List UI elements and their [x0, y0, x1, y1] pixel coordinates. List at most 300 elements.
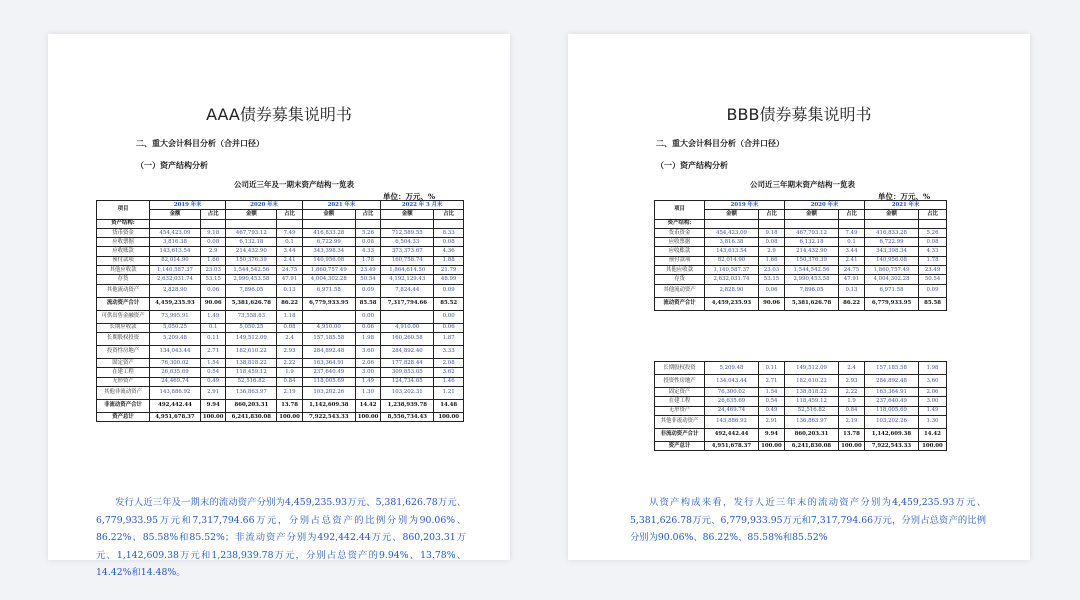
- amount-cell: 1,544,542.56: [226, 266, 277, 275]
- ratio-cell: 0.06: [759, 284, 785, 297]
- ratio-cell: 2.22: [839, 388, 865, 397]
- amount-cell: [381, 219, 434, 228]
- ratio-header: 占比: [839, 210, 865, 219]
- item-header: 项目: [97, 201, 150, 220]
- row-label: 其他流动资产: [655, 284, 705, 297]
- ratio-cell: 1.98: [355, 332, 380, 345]
- amount-cell: 860,203.31: [226, 399, 277, 412]
- row-label: 非流动资产合计: [655, 428, 705, 441]
- amount-cell: 5,209.48: [150, 332, 201, 345]
- amount-cell: 177,828.44: [381, 358, 434, 367]
- amount-cell: 2,828.90: [705, 284, 759, 297]
- ratio-cell: 85.58: [919, 297, 947, 310]
- row-label: 长期股权投资: [655, 362, 705, 375]
- ratio-cell: 0.08: [200, 238, 225, 247]
- ratio-cell: [277, 219, 302, 228]
- amount-cell: 143,613.54: [705, 247, 759, 256]
- ratio-cell: 3.60: [355, 345, 380, 358]
- ratio-cell: 0.09: [355, 284, 380, 297]
- amount-cell: 2,828.90: [150, 284, 201, 297]
- ratio-cell: 2.19: [277, 386, 302, 399]
- ratio-cell: 0.1: [200, 323, 225, 332]
- amount-cell: 8,556,734.43: [381, 412, 434, 421]
- ratio-cell: 0.00: [355, 310, 380, 323]
- ratio-cell: 1.30: [355, 386, 380, 399]
- ratio-cell: 3.33: [434, 345, 464, 358]
- ratio-cell: 0.06: [200, 284, 225, 297]
- amount-cell: 1,860,757.49: [865, 266, 919, 275]
- amount-cell: 82,014.90: [150, 256, 201, 265]
- table-row: [97, 358, 464, 367]
- ratio-cell: 90.06: [200, 297, 225, 310]
- ratio-cell: [200, 219, 225, 228]
- ratio-cell: 0.1: [277, 238, 302, 247]
- row-label: 流动资产合计: [655, 297, 705, 310]
- ratio-cell: 9.18: [200, 228, 225, 237]
- table-row: [655, 406, 947, 415]
- document-page-aaa: [48, 34, 510, 578]
- amount-cell: 5,050.25: [150, 323, 201, 332]
- ratio-cell: 1.21: [434, 386, 464, 399]
- amount-cell: 7,896.05: [785, 284, 839, 297]
- amount-cell: 1,544,542.56: [785, 266, 839, 275]
- row-label: 存货: [97, 275, 150, 284]
- row-label: 在建工程: [655, 397, 705, 406]
- row-label: 应收票据: [97, 238, 150, 247]
- ratio-cell: 3.60: [919, 375, 947, 388]
- ratio-cell: 0.09: [434, 284, 464, 297]
- row-label: 资产总计: [655, 441, 705, 450]
- amount-cell: 4,004,302.28: [865, 275, 919, 284]
- amount-cell: 182,610.22: [226, 345, 277, 358]
- ratio-cell: 4.33: [355, 247, 380, 256]
- document-title: AAA债券募集说明书: [206, 105, 352, 124]
- ratio-cell: 14.42: [355, 399, 380, 412]
- ratio-cell: 2.41: [839, 256, 865, 265]
- amount-cell: 163,364.91: [865, 388, 919, 397]
- amount-cell: [785, 219, 839, 228]
- amount-cell: 6,779,933.95: [865, 297, 919, 310]
- period-header: 2020 年末: [785, 201, 865, 210]
- amount-cell: 118,459.12: [785, 397, 839, 406]
- amount-cell: 5,209.48: [705, 362, 759, 375]
- amount-cell: 237,640.49: [302, 368, 355, 377]
- amount-cell: [226, 219, 277, 228]
- ratio-cell: 100.00: [839, 441, 865, 450]
- amount-cell: 4,459,235.93: [150, 297, 201, 310]
- unit-label: 单位：万元、%: [383, 192, 436, 201]
- table-row: [655, 441, 947, 450]
- section-heading: 二、重大会计科目分析（合并口径）: [656, 138, 784, 148]
- ratio-cell: 9.94: [200, 399, 225, 412]
- ratio-cell: 13.78: [277, 399, 302, 412]
- ratio-cell: 0.84: [277, 377, 302, 386]
- ratio-cell: 3.62: [434, 368, 464, 377]
- ratio-cell: 1.87: [434, 332, 464, 345]
- amount-cell: 4,910.00: [302, 323, 355, 332]
- amount-cell: 2,632,031.74: [705, 275, 759, 284]
- ratio-cell: 23.03: [759, 266, 785, 275]
- ratio-cell: 1.88: [434, 256, 464, 265]
- ratio-header: 占比: [919, 210, 947, 219]
- amount-cell: [705, 219, 759, 228]
- amount-cell: 103,202.26: [302, 386, 355, 399]
- row-label: 货币资金: [97, 228, 150, 237]
- ratio-cell: 86.22: [839, 297, 865, 310]
- period-header: 2019 年末: [705, 201, 785, 210]
- ratio-cell: 100.00: [277, 412, 302, 421]
- row-label: 存货: [655, 275, 705, 284]
- period-header: 2019 年末: [150, 201, 226, 210]
- ratio-cell: 7.49: [277, 228, 302, 237]
- table-row: [97, 332, 464, 345]
- amount-header: 金额: [150, 210, 201, 219]
- document-title: BBB债券募集说明书: [726, 105, 872, 124]
- ratio-cell: 0.09: [919, 284, 947, 297]
- item-header: 项目: [655, 201, 705, 220]
- ratio-cell: 1.66: [200, 256, 225, 265]
- amount-cell: [865, 219, 919, 228]
- amount-cell: 140,956.08: [865, 256, 919, 265]
- ratio-cell: 1.49: [200, 310, 225, 323]
- amount-cell: 492,442.44: [705, 428, 759, 441]
- row-label: 流动资产合计: [97, 297, 150, 310]
- amount-cell: 7,922,543.33: [302, 412, 355, 421]
- amount-cell: 1,142,609.38: [865, 428, 919, 441]
- row-label: 固定资产: [655, 388, 705, 397]
- amount-cell: 118,005.69: [865, 406, 919, 415]
- amount-cell: 6,504.33: [381, 238, 434, 247]
- ratio-cell: 0.54: [759, 397, 785, 406]
- amount-cell: 7,922,543.33: [865, 441, 919, 450]
- amount-cell: 118,459.12: [226, 368, 277, 377]
- amount-header: 金额: [381, 210, 434, 219]
- ratio-cell: 1.54: [759, 388, 785, 397]
- ratio-cell: 86.22: [277, 297, 302, 310]
- ratio-cell: 24.75: [839, 266, 865, 275]
- amount-cell: 6,722.99: [302, 238, 355, 247]
- ratio-cell: 2.9: [200, 247, 225, 256]
- amount-cell: 6,971.58: [865, 284, 919, 297]
- ratio-cell: 3.00: [355, 368, 380, 377]
- amount-cell: 140,956.08: [302, 256, 355, 265]
- amount-cell: 6,722.99: [865, 238, 919, 247]
- amount-cell: 284,892.48: [865, 375, 919, 388]
- table-row: [97, 386, 464, 399]
- amount-cell: 4,951,678.37: [705, 441, 759, 450]
- ratio-cell: 0.49: [200, 377, 225, 386]
- amount-cell: 4,951,678.37: [150, 412, 201, 421]
- ratio-cell: 0.08: [434, 238, 464, 247]
- amount-cell: 150,376.39: [785, 256, 839, 265]
- ratio-cell: 100.00: [434, 412, 464, 421]
- amount-cell: 136,863.97: [226, 386, 277, 399]
- ratio-cell: 2.91: [759, 415, 785, 428]
- amount-cell: 214,432.90: [226, 247, 277, 256]
- row-label: 非流动资产合计: [97, 399, 150, 412]
- ratio-cell: 2.71: [200, 345, 225, 358]
- table-row: [97, 238, 464, 247]
- amount-cell: 182,610.22: [785, 375, 839, 388]
- ratio-cell: 48.99: [434, 275, 464, 284]
- ratio-cell: 85.58: [355, 297, 380, 310]
- ratio-cell: 13.78: [839, 428, 865, 441]
- table-row: [97, 310, 464, 323]
- ratio-cell: 3.44: [839, 247, 865, 256]
- table-row: [97, 399, 464, 412]
- ratio-cell: 0.13: [839, 284, 865, 297]
- amount-header: 金额: [302, 210, 355, 219]
- ratio-cell: 2.22: [277, 358, 302, 367]
- row-label: 无形资产: [97, 377, 150, 386]
- table-row: [655, 375, 947, 388]
- amount-cell: 343,398.34: [865, 247, 919, 256]
- amount-cell: 73,995.91: [150, 310, 201, 323]
- amount-cell: 309,853.05: [381, 368, 434, 377]
- ratio-cell: [355, 219, 380, 228]
- amount-cell: 5,381,626.78: [226, 297, 277, 310]
- row-label: 其他流动资产: [97, 284, 150, 297]
- table-row: [97, 256, 464, 265]
- row-label: 应收票据: [655, 238, 705, 247]
- row-label: 应收账款: [97, 247, 150, 256]
- amount-cell: 6,132.18: [226, 238, 277, 247]
- amount-cell: 4,192,129.43: [381, 275, 434, 284]
- amount-cell: 6,132.18: [785, 238, 839, 247]
- ratio-cell: 1.9: [277, 368, 302, 377]
- amount-cell: 284,892.40: [381, 345, 434, 358]
- amount-cell: 52,516.82: [785, 406, 839, 415]
- table-row: [655, 428, 947, 441]
- ratio-cell: 1.98: [919, 362, 947, 375]
- ratio-cell: 4.36: [434, 247, 464, 256]
- amount-cell: 2,632,031.74: [150, 275, 201, 284]
- ratio-cell: 2.19: [839, 415, 865, 428]
- ratio-header: 占比: [759, 210, 785, 219]
- ratio-cell: 100.00: [919, 441, 947, 450]
- ratio-cell: 24.75: [277, 266, 302, 275]
- amount-cell: 73,558.83: [226, 310, 277, 323]
- amount-cell: 149,512.09: [785, 362, 839, 375]
- asset-structure-table: [96, 200, 464, 422]
- amount-header: 金额: [226, 210, 277, 219]
- row-label: 其他应收款: [655, 266, 705, 275]
- amount-cell: 454,423.09: [150, 228, 201, 237]
- row-label: 无形资产: [655, 406, 705, 415]
- ratio-cell: 2.91: [200, 386, 225, 399]
- table-row: [97, 345, 464, 358]
- amount-cell: 1,142,609.38: [302, 399, 355, 412]
- row-label: 货币资金: [655, 228, 705, 237]
- period-header: 2022 年 3 月末: [381, 201, 464, 210]
- amount-cell: 136,863.97: [785, 415, 839, 428]
- amount-header: 金额: [785, 210, 839, 219]
- table-row: [97, 228, 464, 237]
- ratio-cell: 0.1: [839, 238, 865, 247]
- ratio-cell: 1.18: [277, 310, 302, 323]
- amount-cell: 467,793.12: [226, 228, 277, 237]
- amount-cell: 416,833.28: [865, 228, 919, 237]
- ratio-cell: 21.79: [434, 266, 464, 275]
- amount-cell: 4,459,235.93: [705, 297, 759, 310]
- ratio-cell: 1.30: [919, 415, 947, 428]
- ratio-cell: 1.78: [919, 256, 947, 265]
- ratio-cell: 0.06: [434, 323, 464, 332]
- amount-cell: 454,423.09: [705, 228, 759, 237]
- row-label: 其他应收款: [97, 266, 150, 275]
- ratio-cell: [839, 219, 865, 228]
- ratio-cell: 1.66: [759, 256, 785, 265]
- unit-label: 单位：万元、%: [878, 192, 931, 201]
- amount-cell: 7,896.05: [226, 284, 277, 297]
- row-label: 投资性房地产: [655, 375, 705, 388]
- amount-cell: 150,376.39: [226, 256, 277, 265]
- amount-cell: 163,364.91: [302, 358, 355, 367]
- row-label: 长期股权投资: [97, 332, 150, 345]
- table-row: [655, 266, 947, 275]
- section-heading: 二、重大会计科目分析（合并口径）: [136, 138, 264, 148]
- row-label: 长期应收款: [97, 323, 150, 332]
- ratio-cell: 2.4: [839, 362, 865, 375]
- amount-cell: 6,241,830.08: [226, 412, 277, 421]
- table-row: [97, 297, 464, 310]
- amount-cell: 1,864,614.50: [381, 266, 434, 275]
- table-row: [655, 415, 947, 428]
- amount-cell: 237,640.49: [865, 397, 919, 406]
- ratio-cell: 2.06: [355, 358, 380, 367]
- amount-cell: 2,990,453.58: [226, 275, 277, 284]
- amount-cell: 138,818.22: [226, 358, 277, 367]
- amount-cell: 7,824.44: [381, 284, 434, 297]
- subsection-heading: （一）资产结构分析: [136, 160, 208, 170]
- table-caption: 公司近三年及一期末资产结构一览表: [234, 180, 354, 189]
- ratio-cell: 53.15: [200, 275, 225, 284]
- ratio-cell: 14.48: [434, 399, 464, 412]
- ratio-cell: 2.93: [277, 345, 302, 358]
- ratio-cell: 1.54: [200, 358, 225, 367]
- amount-cell: 5,381,626.78: [785, 297, 839, 310]
- ratio-header: 占比: [355, 210, 380, 219]
- document-page-bbb: [568, 34, 1030, 560]
- amount-cell: 134,043.44: [705, 375, 759, 388]
- ratio-cell: 2.93: [839, 375, 865, 388]
- amount-cell: 160,758.74: [381, 256, 434, 265]
- amount-cell: 373,373.67: [381, 247, 434, 256]
- amount-cell: 157,185.58: [865, 362, 919, 375]
- amount-cell: 1,140,587.37: [705, 266, 759, 275]
- amount-cell: 284,892.48: [302, 345, 355, 358]
- ratio-cell: 0.13: [277, 284, 302, 297]
- ratio-cell: 4.33: [919, 247, 947, 256]
- amount-header: 金额: [865, 210, 919, 219]
- amount-cell: 3,816.38: [150, 238, 201, 247]
- ratio-cell: 50.54: [919, 275, 947, 284]
- row-label: 资产总计: [97, 412, 150, 421]
- amount-cell: 24,469.74: [705, 406, 759, 415]
- row-label: 在建工程: [97, 368, 150, 377]
- row-label: 固定资产: [97, 358, 150, 367]
- ratio-cell: 1.49: [919, 406, 947, 415]
- row-label: 资产结构:: [655, 219, 705, 228]
- period-header: 2020 年末: [226, 201, 302, 210]
- ratio-cell: 14.42: [919, 428, 947, 441]
- table-row: [97, 247, 464, 256]
- table-row: [655, 362, 947, 375]
- table-row: [97, 323, 464, 332]
- amount-cell: 2,990,453.58: [785, 275, 839, 284]
- ratio-cell: 47.91: [277, 275, 302, 284]
- ratio-cell: 7.49: [839, 228, 865, 237]
- ratio-cell: 2.9: [759, 247, 785, 256]
- ratio-cell: 53.15: [759, 275, 785, 284]
- row-label: 预付款项: [97, 256, 150, 265]
- ratio-cell: 0.08: [355, 238, 380, 247]
- amount-cell: 143,886.92: [705, 415, 759, 428]
- ratio-cell: 23.49: [355, 266, 380, 275]
- ratio-cell: [434, 219, 464, 228]
- subsection-heading: （一）资产结构分析: [656, 160, 728, 170]
- amount-cell: 82,014.90: [705, 256, 759, 265]
- amount-cell: 467,793.12: [785, 228, 839, 237]
- amount-cell: 134,043.44: [150, 345, 201, 358]
- amount-cell: 118,005.69: [302, 377, 355, 386]
- ratio-cell: 1.78: [355, 256, 380, 265]
- ratio-cell: 9.18: [759, 228, 785, 237]
- ratio-cell: 2.06: [919, 388, 947, 397]
- amount-cell: 4,910.00: [381, 323, 434, 332]
- amount-cell: 160,260.58: [381, 332, 434, 345]
- table-row: [655, 238, 947, 247]
- ratio-header: 占比: [434, 210, 464, 219]
- amount-cell: 1,860,757.49: [302, 266, 355, 275]
- ratio-cell: 23.49: [919, 266, 947, 275]
- amount-cell: [302, 219, 355, 228]
- amount-cell: [381, 310, 434, 323]
- amount-cell: 26,635.69: [150, 368, 201, 377]
- ratio-cell: 2.41: [277, 256, 302, 265]
- amount-cell: 52,516.82: [226, 377, 277, 386]
- ratio-cell: [919, 219, 947, 228]
- table-row: [655, 397, 947, 406]
- amount-cell: 157,185.58: [302, 332, 355, 345]
- amount-cell: 5,050.25: [226, 323, 277, 332]
- table-row: [655, 275, 947, 284]
- amount-cell: 712,589.55: [381, 228, 434, 237]
- ratio-cell: 2.08: [434, 358, 464, 367]
- amount-cell: 26,635.69: [705, 397, 759, 406]
- table-caption: 公司近三年期末资产结构一览表: [750, 180, 855, 189]
- amount-cell: [302, 310, 355, 323]
- ratio-cell: 0.08: [919, 238, 947, 247]
- asset-structure-table-noncurrent: [654, 361, 947, 451]
- table-row: [655, 388, 947, 397]
- row-label: 应收账款: [655, 247, 705, 256]
- table-row: [655, 256, 947, 265]
- amount-cell: 76,300.02: [705, 388, 759, 397]
- ratio-cell: 0.11: [200, 332, 225, 345]
- ratio-cell: 100.00: [759, 441, 785, 450]
- ratio-cell: 0.54: [200, 368, 225, 377]
- ratio-cell: 2.71: [759, 375, 785, 388]
- amount-cell: 1,238,939.78: [381, 399, 434, 412]
- ratio-cell: 0.06: [355, 323, 380, 332]
- table-row: [655, 284, 947, 297]
- ratio-cell: 5.26: [355, 228, 380, 237]
- ratio-cell: 0.08: [277, 323, 302, 332]
- row-label: 资产结构:: [97, 219, 150, 228]
- amount-cell: 860,203.31: [785, 428, 839, 441]
- ratio-cell: 3.44: [277, 247, 302, 256]
